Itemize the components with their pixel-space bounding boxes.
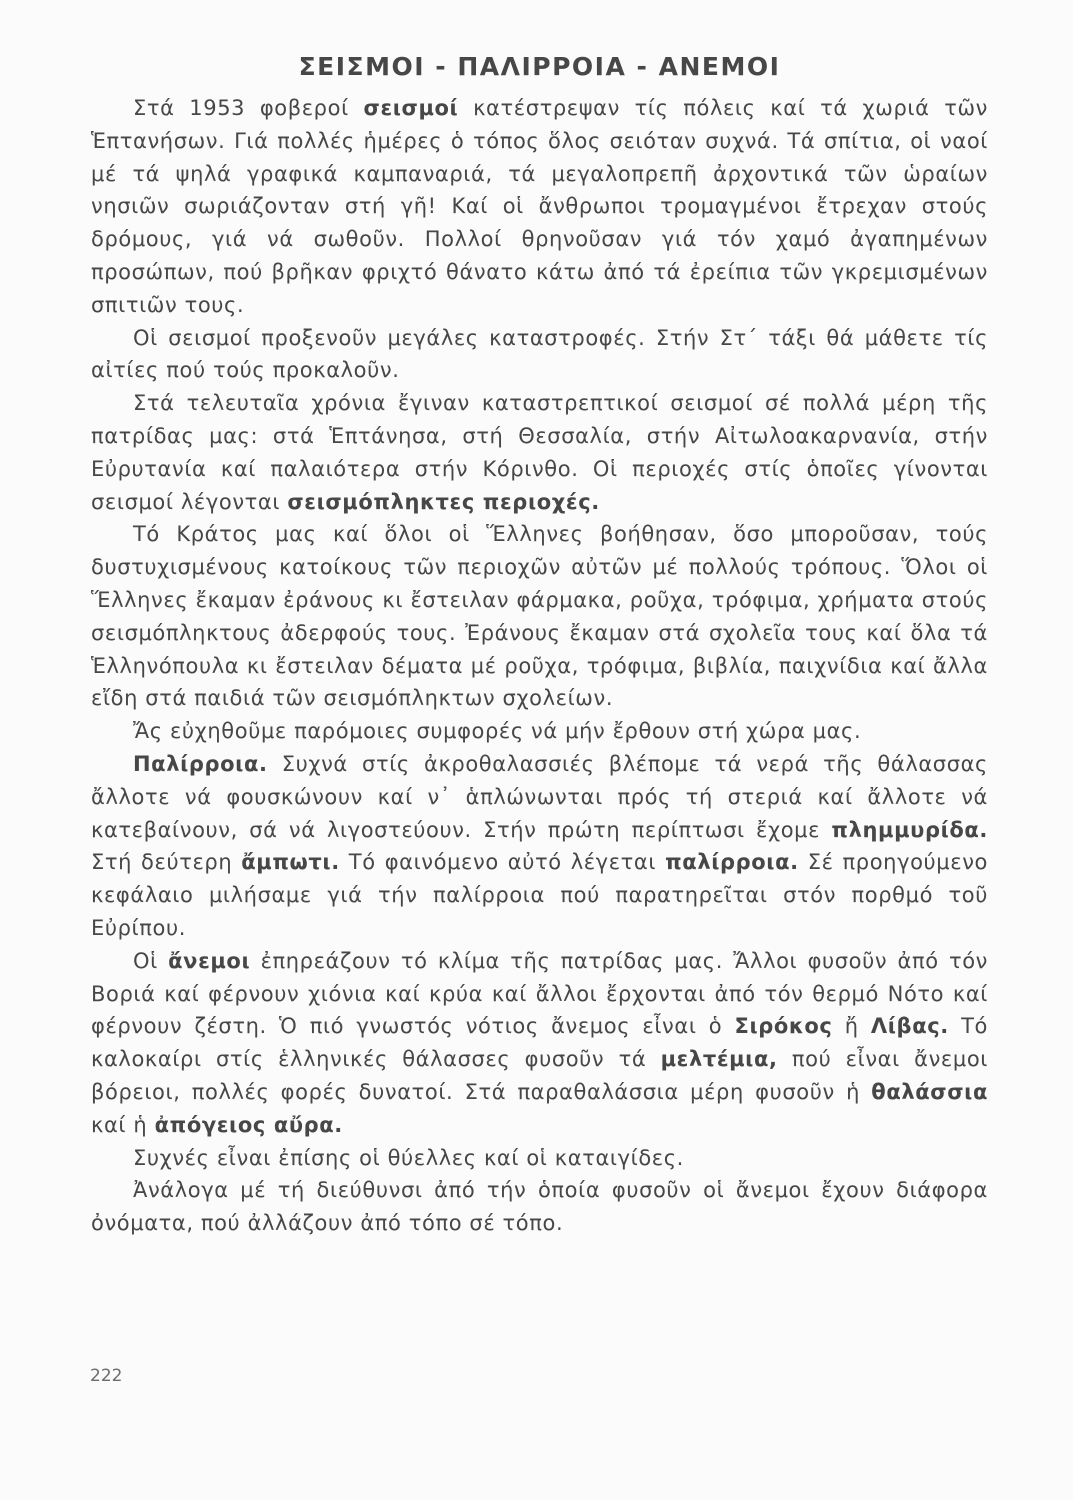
- text-run: Τό καλοκαίρι στίς ἑλληνικές θάλασσες φυσοῦν τά: [91, 1014, 988, 1072]
- bold-term: σεισμοί: [363, 96, 459, 120]
- paragraph: [91, 715, 988, 748]
- bold-term: Παλίρροια.: [133, 751, 268, 776]
- page-body: [91, 50, 988, 1240]
- text-run: Οἱ: [133, 948, 169, 973]
- paragraph: [91, 945, 988, 1142]
- paragraph: [91, 92, 988, 322]
- paragraph: [91, 1174, 988, 1240]
- text-run: Στή δεύτερη: [91, 850, 242, 875]
- page-number: 222: [90, 1366, 123, 1386]
- text-run: Σέ προηγούμενο κεφάλαιο μιλήσαμε γιά τήν παλίρροια πού παρατηρεῖται στόν πορθμό τοῦ Εὐρίπου.: [91, 850, 989, 940]
- page-title: ΣΕΙΣΜΟΙ - ΠΑΛΙΡΡΟΙΑ - ΑΝΕΜΟΙ: [298, 52, 781, 81]
- text-run: Στά 1953 φοβεροί: [133, 96, 364, 120]
- paragraph: [91, 387, 988, 518]
- bold-term: πλημμυρίδα.: [831, 817, 988, 842]
- paragraph: [91, 1142, 988, 1175]
- text-run: κατέστρεψαν τίς πόλεις καί τά χωριά τῶν Ἑπτανήσων. Γιά πολλές ἡμέρες ὁ τόπος ὅλος σειόταν συχνά. Τά σπίτια, οἱ ναοί μέ τά ψηλά γραφικά καμπαναριά, τά μεγαλοπρεπῆ ἀρχοντικά τῶν ὡραίων νησιῶν σωριάζονταν στή γῆ! Καί οἱ ἄνθρωποι τρομαγμένοι ἔτρεχαν στούς δρόμους, γιά νά σωθοῦν. Πολλοί θρηνοῦσαν γιά τόν χαμό ἀγαπημένων προσώπων, πού βρῆκαν φριχτό θάνατο κάτω ἀπό τά ἐρείπια τῶν γκρεμισμένων σπιτιῶν τους.: [91, 96, 988, 317]
- bold-term: ἄμπωτι.: [241, 850, 340, 875]
- text-run: πού εἶναι ἄνεμοι βόρειοι, πολλές φορές δυνατοί. Στά παραθαλάσσια μέρη φυσοῦν ἡ: [91, 1047, 988, 1104]
- bold-term: Σιρόκος: [734, 1014, 833, 1039]
- paragraph: [91, 748, 988, 945]
- text-run: Τό Κράτος μας καί ὅλοι οἱ Ἕλληνες βοήθησαν, ὅσο μποροῦσαν, τούς δυστυχισμένους κατοίκους τῶν περιοχῶν αὐτῶν μέ πολλούς τρόπους. Ὅλοι οἱ Ἕλληνες ἔκαμαν ἐράνους κι ἔστειλαν φάρμακα, ροῦχα, τρόφιμα, χρήματα στούς σεισμόπληκτους ἀδερφούς τους. Ἐράνους ἔκαμαν στά σχολεῖα τους καί ὅλα τά Ἑλληνόπουλα κι ἔστειλαν δέματα μέ ροῦχα, τρόφιμα, βιβλία, παιχνίδια καί ἄλλα εἴδη στά παιδιά τῶν σεισμόπληκτων σχολείων.: [91, 522, 988, 711]
- bold-term: παλίρροια.: [665, 850, 799, 875]
- text-run: Οἱ σεισμοί προξενοῦν μεγάλες καταστροφές. Στήν Στ΄ τάξι θά μάθετε τίς αἰτίες πού τούς προκαλοῦν.: [91, 325, 988, 383]
- text-run: Συχνά στίς ἀκροθαλασσιές βλέπομε τά νερά τῆς θάλασσας ἄλλοτε νά φουσκώνουν καί ν᾽ ἁπλώνωνται πρός τή στεριά καί ἄλλοτε νά κατεβαίνουν, σά νά λιγοστεύουν. Στήν πρώτη περίπτωσι ἔχομε: [91, 751, 988, 842]
- paragraph-list: [91, 92, 988, 1240]
- text-run: Στά τελευταῖα χρόνια ἔγιναν καταστρεπτικοί σεισμοί σέ πολλά μέρη τῆς πατρίδας μας: στά Ἑπτάνησα, στή Θεσσαλία, στήν Αἰτωλοακαρνανία, στήν Εὐρυτανία καί παλαιότερα στήν Κόρινθο. Οἱ περιοχές στίς ὁποῖες γίνονται σεισμοί λέγονται: [91, 391, 988, 514]
- bold-term: ἄνεμοι: [168, 948, 251, 973]
- paragraph: [91, 518, 988, 715]
- bold-term: μελτέμια,: [660, 1047, 778, 1072]
- text-run: Συχνές εἶναι ἐπίσης οἱ θύελλες καί οἱ καταιγίδες.: [133, 1145, 684, 1170]
- bold-term: θαλάσσια: [871, 1079, 988, 1104]
- paragraph: [91, 322, 988, 388]
- bold-term: ἀπόγειος αὔρα.: [154, 1112, 343, 1137]
- text-run: ἐπηρεάζουν τό κλίμα τῆς πατρίδας μας. Ἄλλοι φυσοῦν ἀπό τόν Βοριά καί φέρνουν χιόνια καί κρύα καί ἄλλοι ἔρχονται ἀπό τόν θερμό Νότο καί φέρνουν ζέστη. Ὁ πιό γνωστός νότιος ἄνεμος εἶναι ὁ: [91, 948, 988, 1039]
- text-run: Τό φαινόμενο αὐτό λέγεται: [339, 850, 666, 875]
- bold-term: σεισμόπληκτες περιοχές.: [287, 489, 600, 514]
- text-run: ἤ: [832, 1014, 871, 1039]
- bold-term: Λίβας.: [870, 1014, 949, 1039]
- text-run: Ἄς εὐχηθοῦμε παρόμοιες συμφορές νά μήν ἔρθουν στή χώρα μας.: [133, 719, 862, 744]
- text-run: Ἀνάλογα μέ τή διεύθυνσι ἀπό τήν ὁποία φυσοῦν οἱ ἄνεμοι ἔχουν διάφορα ὀνόματα, πού ἀλλάζουν ἀπό τόπο σέ τόπο.: [91, 1178, 988, 1236]
- text-run: καί ἡ: [91, 1112, 155, 1137]
